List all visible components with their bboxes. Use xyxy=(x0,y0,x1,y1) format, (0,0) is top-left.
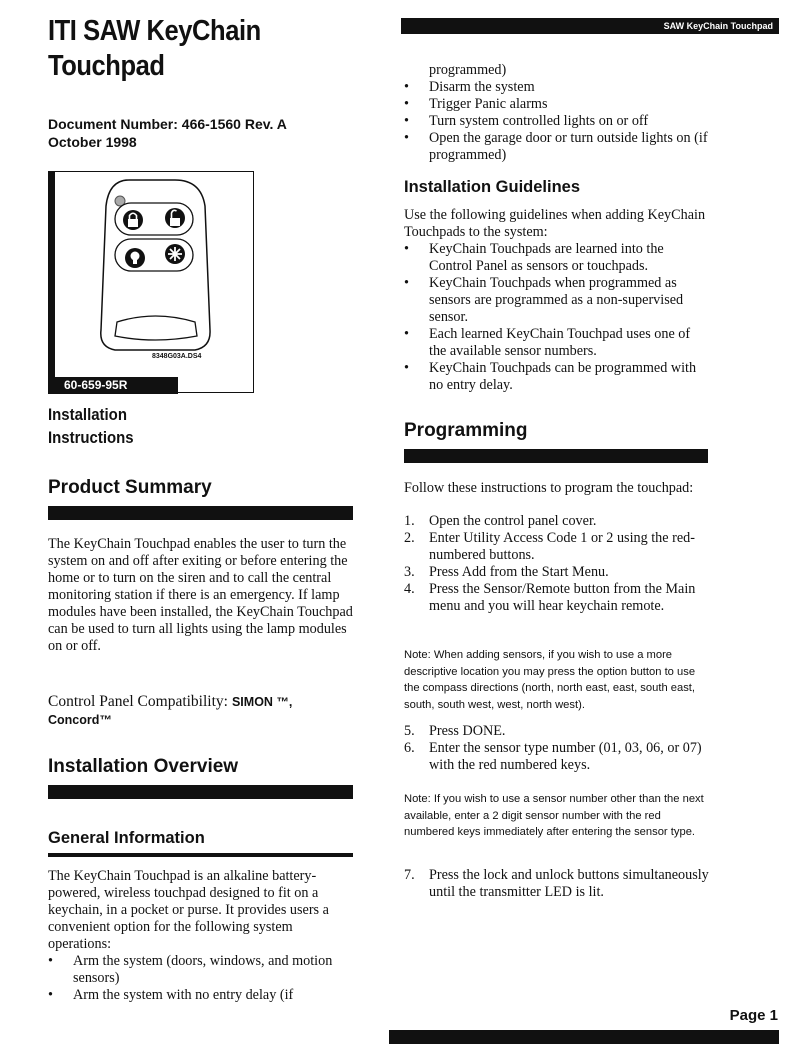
compatibility-value: SIMON ™, Concord™ xyxy=(48,695,293,727)
product-summary-heading: Product Summary xyxy=(48,477,212,498)
general-information-heading: General Information xyxy=(48,829,205,847)
header-tab: SAW KeyChain Touchpad xyxy=(401,18,779,34)
product-figure xyxy=(48,171,254,393)
footer-bar xyxy=(389,1030,779,1044)
title-line-1: ITI SAW KeyChain xyxy=(48,15,261,47)
keychain-bottom-panel xyxy=(115,316,197,340)
lightbulb-icon xyxy=(125,248,145,268)
product-summary-body: The KeyChain Touchpad enables the user to turn the system on and off after exiting or before entering the home or to turn on the siren and to call the central monitoring station if there is an emergency. If lamp modules have been installed, the KeyChain Touchpad can be used to turn all lights using the lamp modules on or off. xyxy=(48,536,353,654)
compatibility-line xyxy=(48,693,353,729)
compatibility-label: Control Panel Compatibility: xyxy=(48,693,228,710)
step-item: 2. Enter Utility Access Code 1 or 2 using the red-numbered buttons. xyxy=(404,530,695,563)
document-date: October 1998 xyxy=(48,134,137,150)
operations-list-continued xyxy=(404,79,709,164)
step-item: 5. Press DONE. xyxy=(404,723,506,739)
programming-intro: Follow these instructions to program the touchpad: xyxy=(404,480,694,496)
step-item: 3. Press Add from the Start Menu. xyxy=(404,564,609,580)
step-item: 4. Press the Sensor/Remote button from the Main menu and you will hear keychain remote. xyxy=(404,581,696,614)
programming-steps-continued xyxy=(404,723,709,774)
step-item: 6. Enter the sensor type number (01, 03, 06, or 07) with the red numbered keys. xyxy=(404,740,702,773)
keychain-illustration xyxy=(49,172,252,391)
section-bar xyxy=(48,506,353,520)
unlock-icon xyxy=(165,208,185,228)
list-item: • Arm the system (doors, windows, and motion sensors) xyxy=(48,953,333,986)
installation-heading-line-1: Installation xyxy=(48,405,127,424)
programming-steps xyxy=(404,513,709,615)
list-item: • Each learned KeyChain Touchpad uses one of the available sensor numbers. xyxy=(404,326,691,359)
step-item: 1. Open the control panel cover. xyxy=(404,513,597,529)
document-info xyxy=(48,115,378,151)
page-number: Page 1 xyxy=(729,1007,778,1024)
list-item: • KeyChain Touchpads when programmed as sensors are programmed as a non-supervised sensor. xyxy=(404,275,684,325)
installation-heading-line-2: Instructions xyxy=(48,428,134,447)
title-line-2: Touchpad xyxy=(48,50,165,82)
installation-guidelines-intro: Use the following guidelines when adding KeyChain Touchpads to the system: xyxy=(404,207,706,240)
list-item: • KeyChain Touchpads can be programmed with no entry delay. xyxy=(404,360,697,393)
step-item: 7. Press the lock and unlock buttons simultaneously until the transmitter LED is lit. xyxy=(404,867,709,900)
general-information-body: The KeyChain Touchpad is an alkaline battery-powered, wireless touchpad designed to fit on a keychain, in a pocket or purse. It provides users a convenient option for the following system operations: xyxy=(48,868,329,952)
note-sensor-number: Note: If you wish to use a sensor number other than the next available, enter a 2 digit sensor number with the red numbered keys immediately after entering the sensor type. xyxy=(404,793,704,838)
star-icon xyxy=(165,244,185,264)
list-item: • Disarm the system xyxy=(404,79,535,95)
installation-overview-heading: Installation Overview xyxy=(48,756,239,777)
list-item: • KeyChain Touchpads are learned into the Control Panel as sensors or touchpads. xyxy=(404,241,664,274)
list-item: • Trigger Panic alarms xyxy=(404,96,548,112)
installation-guidelines-heading: Installation Guidelines xyxy=(404,178,581,196)
note-compass: Note: When adding sensors, if you wish to use a more descriptive location you may press the option button to use the compass directions (north, north east, east, south east, south, south west, west, north west). xyxy=(404,649,696,711)
list-item: • Arm the system with no entry delay (if xyxy=(48,987,294,1003)
figure-side-bar xyxy=(49,172,55,391)
section-bar xyxy=(404,449,708,463)
programming-final-step xyxy=(404,867,709,901)
list-item: • Open the garage door or turn outside lights on (if programmed) xyxy=(404,130,708,163)
document-title xyxy=(48,14,338,84)
document-number: Document Number: 466-1560 Rev. A xyxy=(48,116,287,132)
figure-code: 8348G03A.DS4 xyxy=(152,353,202,360)
programming-heading: Programming xyxy=(404,420,528,441)
list-item: • Turn system controlled lights on or off xyxy=(404,113,649,129)
figure-label: 60-659-95R xyxy=(48,377,178,394)
guidelines-list xyxy=(404,241,709,394)
operations-list xyxy=(48,953,353,1004)
list-continuation: programmed) xyxy=(429,62,507,78)
installation-instructions-heading xyxy=(48,403,224,449)
section-bar xyxy=(48,785,353,799)
lock-icon xyxy=(123,210,143,230)
section-rule xyxy=(48,853,353,857)
